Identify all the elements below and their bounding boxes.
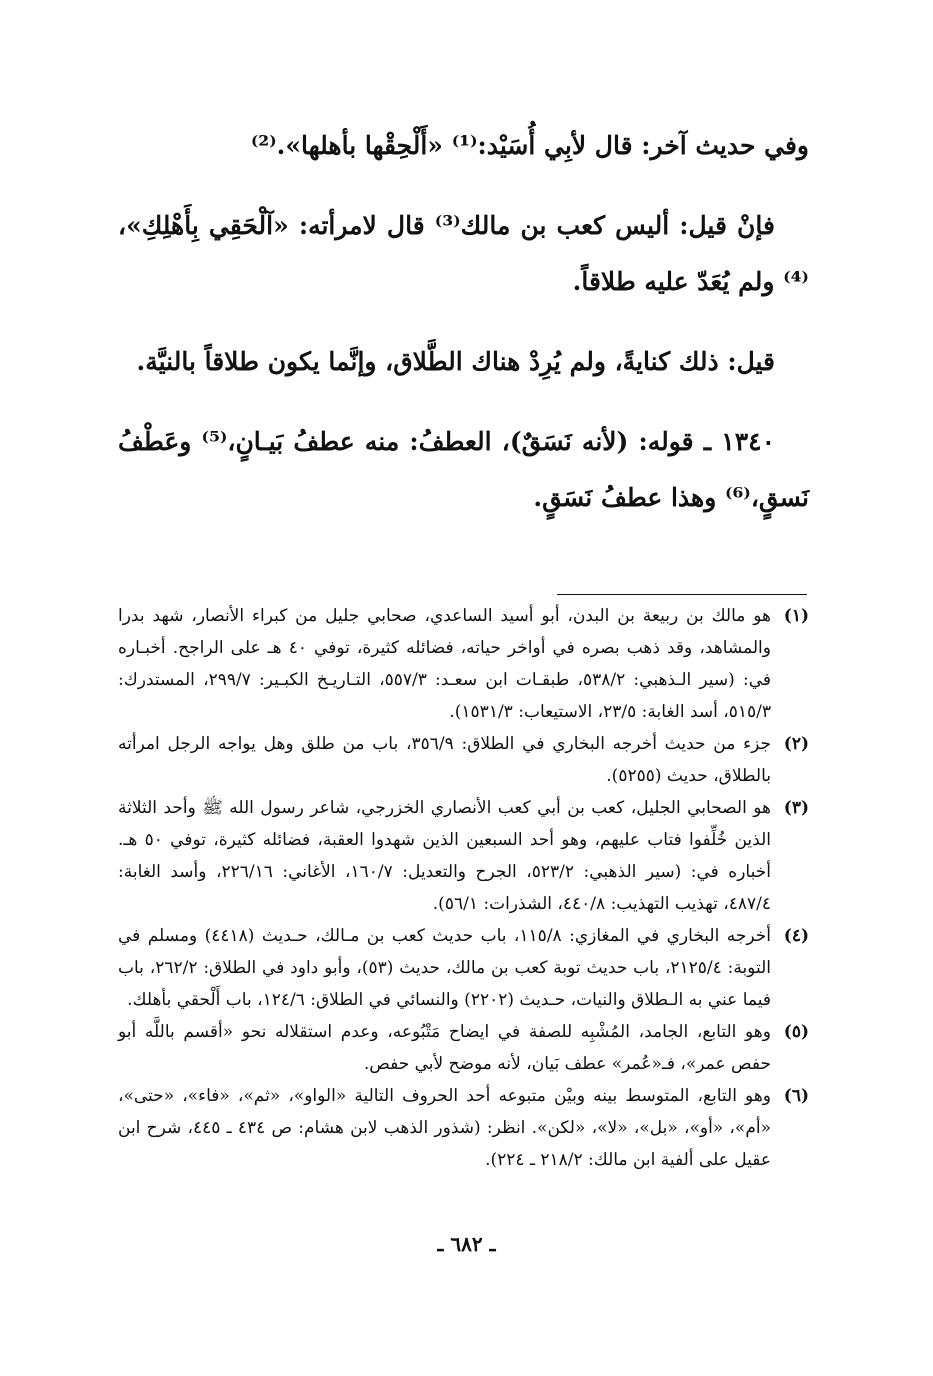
footnote-1: [118, 600, 809, 728]
footnote-separator: [557, 594, 807, 595]
footnote-3: [118, 792, 809, 920]
footnote-number: (٥): [783, 1022, 809, 1042]
footnote-number: (٢): [783, 734, 809, 754]
paragraph-objection: فإنْ قيل: أليس كعب بن مالك⁽³⁾ قال لامرأته: «آلْحَقِي بِأَهْلِكِ»،⁽⁴⁾ ولم يُعَدّ عليه طلاقاً.: [118, 211, 809, 296]
page-number: ـ ٦٨٢ ـ: [437, 1232, 496, 1256]
paragraph-1340: ١٣٤٠ ـ قوله: (لأنه نَسَقٌ)، العطفُ: منه عطفُ بَيـانٍ،⁽⁵⁾ وعَطْفُ نَسقٍ،⁽⁶⁾ وهذا عطفُ نَسَقٍ.: [118, 427, 809, 512]
footnote-text: جزء من حديث أخرجه البخاري في الطلاق: ٣٥٦/٩، باب من طلق وهل يواجه الرجل امرأته بالطلاق، حديث (٥٢٥٥).: [118, 734, 771, 786]
footnote-4: [118, 920, 809, 1016]
main-text: [118, 118, 809, 550]
footnote-number: (٦): [783, 1086, 809, 1106]
footnote-6: [118, 1080, 809, 1176]
footnote-text: هو الصحابي الجليل، كعب بن أبي كعب الأنصاري الخزرجي، شاعر رسول الله ﷺ وأحد الثلاثة الذين خُلِّفوا فتاب عليهم، وهو أحد السبعين الذين شهدوا العقبة، فضائله كثيرة، توفي ٥٠ هـ. أخباره في: (سير الذهبي: ٥٢٣/٢، الجرح والتعديل: ١٦٠/٧، الأغاني: ٢٢٦/١٦، وأسد الغابة: ٤٨٧/٤، تهذيب التهذيب: ٤٤٠/٨، الشذرات: ٥٦/١).: [118, 798, 771, 914]
footnote-text: وهو التابع، الجامد، المُشْبِه للصفة في ايضاح مَتْبُوعه، وعدم استقلاله نحو «أقسم باللَّه أبو حفص عمر»، فـ«عُمر» عطف بَيان، لأنه موضح لأبي حفص.: [118, 1022, 771, 1074]
footnote-text: أخرجه البخاري في المغازي: ١١٥/٨، باب حديث كعب بن مـالك، حـديث (٤٤١٨) ومسلم في التوبة: ٢١٢٥/٤، باب حديث توبة كعب بن مالك، حديث (٥٣)، وأبو داود في الطلاق: ٢٦٢/٢، باب فيما عني به الـطلاق والنيات، حـديث (٢٢٠٢) والنسائي في الطلاق: ١٢٤/٦، باب أَلْحقي بأهلك.: [118, 926, 771, 1010]
footnote-number: (٤): [783, 926, 809, 946]
footnote-text: هو مالك بن ربيعة بن البدن، أبو أسيد الساعدي، صحابي جليل من كبراء الأنصار، شهد بدرا والمشاهد، وقد ذهب بصره في أواخر حياته، فضائله كثيرة، توفي ٤٠ هـ على الراجح. أخبـاره في: (سير الـذهبي: ٥٣٨/٢، طبقـات ابن سعـد: ٥٥٧/٣، التـاريـخ الكبـير: ٢٩٩/٧، المستدرك: ٥١٥/٣، أسد الغابة: ٢٣/٥، الاستيعاب: ١٥٣١/٣).: [118, 606, 772, 722]
paragraph-reply: قيل: ذلك كنايةً، ولم يُرِدْ هناك الطَّلاق، وإنَّما يكون طلاقاً بالنيَّة.: [136, 347, 775, 376]
footnote-2: [118, 728, 809, 792]
footnote-number: (١): [783, 606, 809, 626]
footnotes: [118, 600, 809, 1176]
footnote-5: [118, 1016, 809, 1080]
footnote-text: وهو التابع، المتوسط بينه وبيْن متبوعه أحد الحروف التالية «الواو»، «ثم»، «فاء»، «حتى»، «أم»، «أو»، «بل»، «لا»، «لكن». انظر: (شذور الذهب لابن هشام: ص ٤٣٤ ـ ٤٤٥، شرح ابن عقيل على ألفية ابن مالك: ٢١٨/٢ ـ ٢٢٤).: [118, 1086, 771, 1170]
paragraph-hadith: وفي حديث آخر: قال لأبِي أُسَيْد:⁽¹⁾ «أَلْحِقْها بأهلها».⁽²⁾: [250, 131, 809, 160]
footnote-number: (٣): [783, 798, 809, 818]
